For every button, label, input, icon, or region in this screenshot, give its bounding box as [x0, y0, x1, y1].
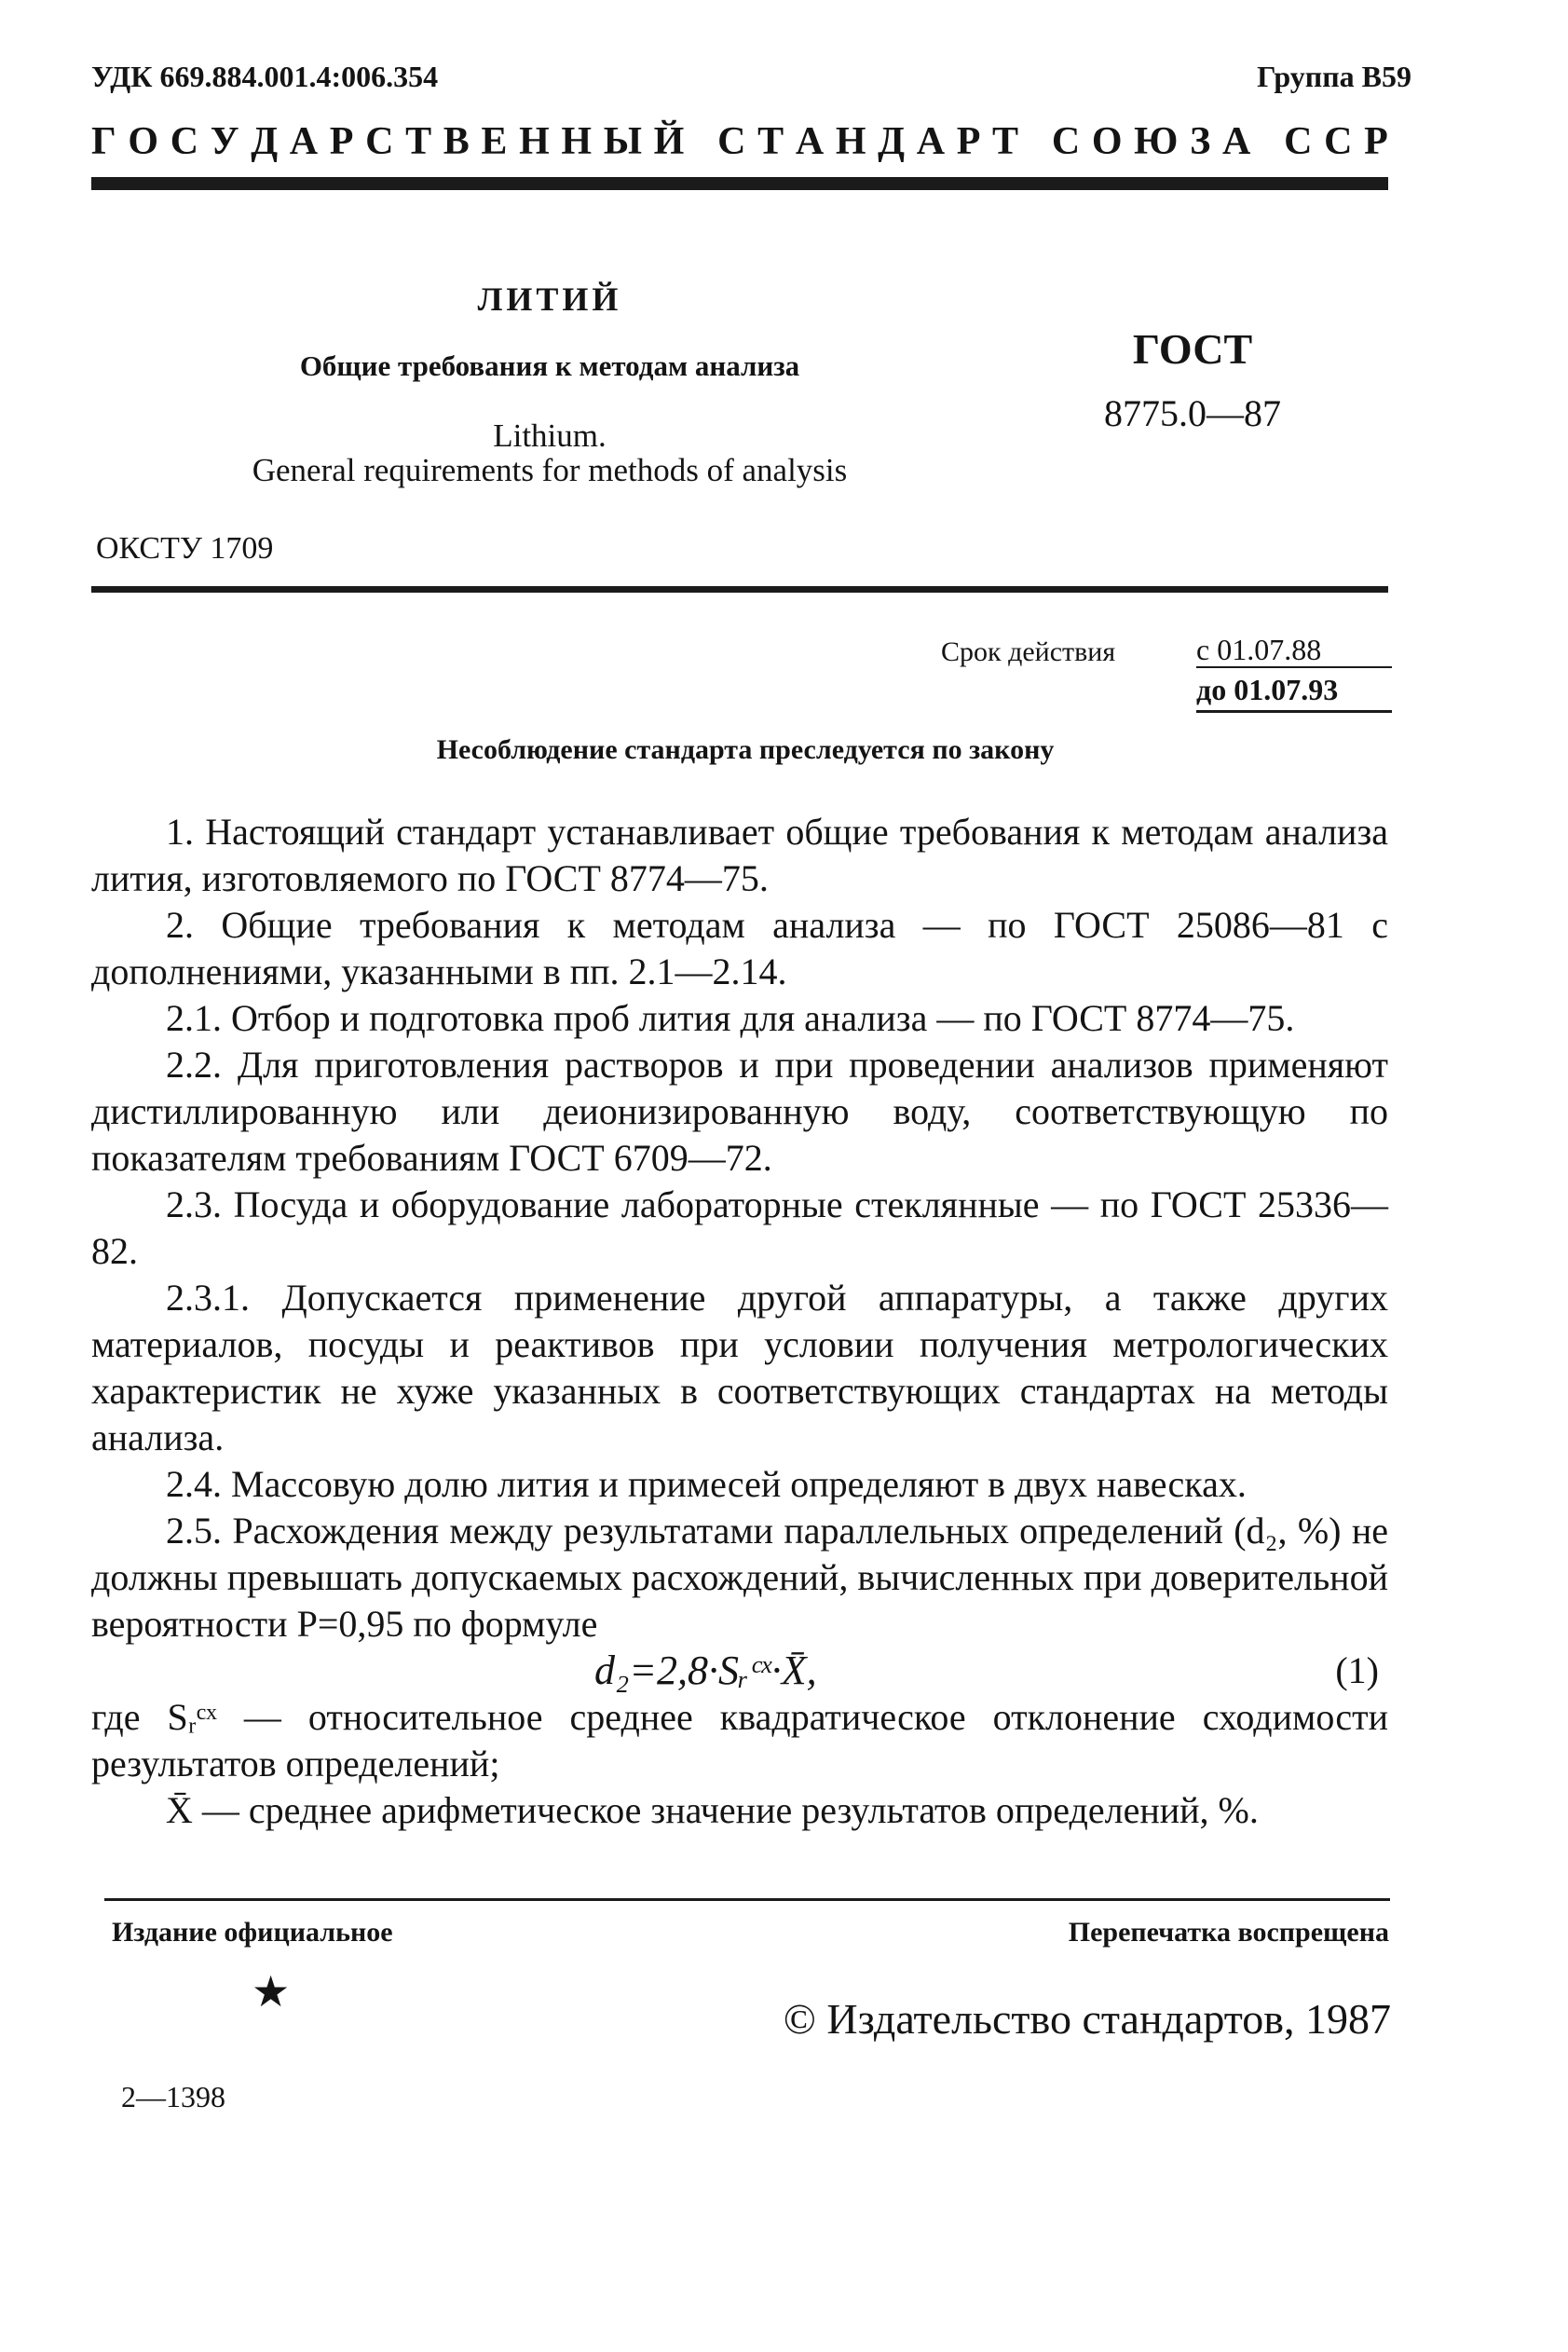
english-subtitle: General requirements for methods of analysis: [252, 452, 848, 488]
organization-letter: [1030, 119, 1041, 164]
organization-letter: Т: [757, 120, 784, 163]
organization-letter: С: [170, 120, 199, 163]
clause-2-5: 2.5. Расхождения между результатами параллельных определений (d₂, %) не должны превышать допускаемых расхождений, вычисленных при доверительной вероятности P=0,95 по формуле: [91, 1510, 1388, 1645]
reprint-notice: Перепечатка воспрещена: [1068, 1917, 1389, 1948]
clause-2-2: 2.2. Для приготовления растворов и при проведении анализов применяют дистиллированную или деионизированную воду, соответствующую по показателям требованиям ГОСТ 6709—72.: [91, 1044, 1388, 1179]
validity-underline: [1196, 666, 1392, 668]
validity-to: до 01.07.93: [1196, 673, 1339, 706]
clause-2-3: 2.3. Посуда и оборудование лабораторные стеклянные — по ГОСТ 25336—82.: [91, 1183, 1388, 1272]
gost-label: ГОСТ: [1132, 325, 1253, 373]
organization-letter: Ю: [1134, 120, 1179, 163]
footer-divider: [104, 1898, 1390, 1901]
star-icon: ★: [252, 1968, 291, 2016]
clause-2-3-1: 2.3.1. Допускается применение другой аппаратуры, а также других материалов, посуды и реактивов при условии получения метрологических характеристик не хуже указанных в соответствующих стандартах на методы анализа.: [91, 1277, 1388, 1458]
organization-letter: Д: [878, 120, 906, 163]
organization-letter: С: [1051, 120, 1081, 163]
formula: d₂=2,8·Sᵣᶜˣ·X̄,: [594, 1648, 817, 1693]
english-title: Lithium.: [493, 417, 607, 454]
organization-letter: Н: [519, 120, 550, 163]
page-code: 2—1398: [121, 2080, 225, 2113]
organization-letter: [696, 119, 706, 164]
organization-letter: О: [1091, 120, 1123, 163]
publisher: © Издательство стандартов, 1987: [783, 1995, 1391, 2043]
organization-letter: Р: [1364, 120, 1388, 163]
clause-2-4: 2.4. Массовую долю лития и примесей определяют в двух навесках.: [166, 1463, 1247, 1505]
organization-letter: Н: [835, 120, 866, 163]
organization-letter: С: [717, 120, 746, 163]
organization-letter: А: [916, 120, 946, 163]
gost-number: 8775.0—87: [1104, 392, 1281, 434]
formula-row: [91, 1648, 1388, 1694]
organization-letter: А: [1221, 120, 1251, 163]
document-subtitle: Общие требования к методам анализа: [299, 349, 800, 382]
organization-letter: Р: [329, 120, 354, 163]
validity-label: Срок действия: [941, 636, 1116, 667]
formula-where-1: где Sᵣᶜˣ — относительное среднее квадратическое отклонение сходимости результатов определений;: [91, 1696, 1388, 1785]
organization-letter: С: [1324, 120, 1353, 163]
okstu-code: ОКСТУ 1709: [96, 531, 274, 566]
legal-notice: Несоблюдение стандарта преследуется по закону: [436, 734, 1055, 765]
edition-label: Издание официальное: [112, 1917, 393, 1948]
header-divider: [91, 177, 1388, 190]
organization-letter: Й: [653, 120, 685, 163]
organization-letter: Е: [481, 120, 508, 163]
organization-letter: Г: [91, 120, 116, 163]
udk-code: УДК 669.884.001.4:006.354: [91, 60, 439, 93]
organization-letter: С: [1284, 120, 1313, 163]
organization-letter: Ы: [603, 120, 642, 163]
organization-letter: [1262, 119, 1273, 164]
clause-2: 2. Общие требования к методам анализа — по ГОСТ 25086—81 с дополнениями, указанными в пп. 2.1—2.14.: [91, 904, 1388, 992]
organization-letter: В: [443, 120, 470, 163]
organization-letter: У: [210, 120, 239, 163]
organization-letter: Т: [405, 120, 432, 163]
organization-letter: А: [795, 120, 825, 163]
organization-letter: Н: [561, 120, 593, 163]
organization-letter: С: [365, 120, 394, 163]
title-divider: [91, 586, 1388, 593]
clause-2-1: 2.1. Отбор и подготовка проб лития для анализа — по ГОСТ 8774—75.: [166, 997, 1295, 1039]
formula-where-2: X̄ — среднее арифметическое значение результатов определений, %.: [166, 1789, 1259, 1831]
group-code: Группа В59: [1257, 60, 1411, 93]
organization-letter: Т: [992, 120, 1019, 163]
organization-header: [91, 119, 1388, 164]
organization-letter: З: [1190, 120, 1211, 163]
organization-letter: О: [128, 120, 159, 163]
validity-underline-bottom: [1196, 710, 1392, 713]
formula-number: (1): [1335, 1649, 1379, 1691]
organization-letter: Р: [956, 120, 981, 163]
document-body: [91, 809, 1388, 1834]
organization-letter: А: [289, 120, 319, 163]
document-title: ЛИТИЙ: [477, 280, 622, 318]
validity-from: с 01.07.88: [1196, 633, 1322, 666]
organization-letter: Д: [251, 120, 279, 163]
clause-1: 1. Настоящий стандарт устанавливает общие требования к методам анализа лития, изготовляемого по ГОСТ 8774—75.: [91, 811, 1388, 899]
